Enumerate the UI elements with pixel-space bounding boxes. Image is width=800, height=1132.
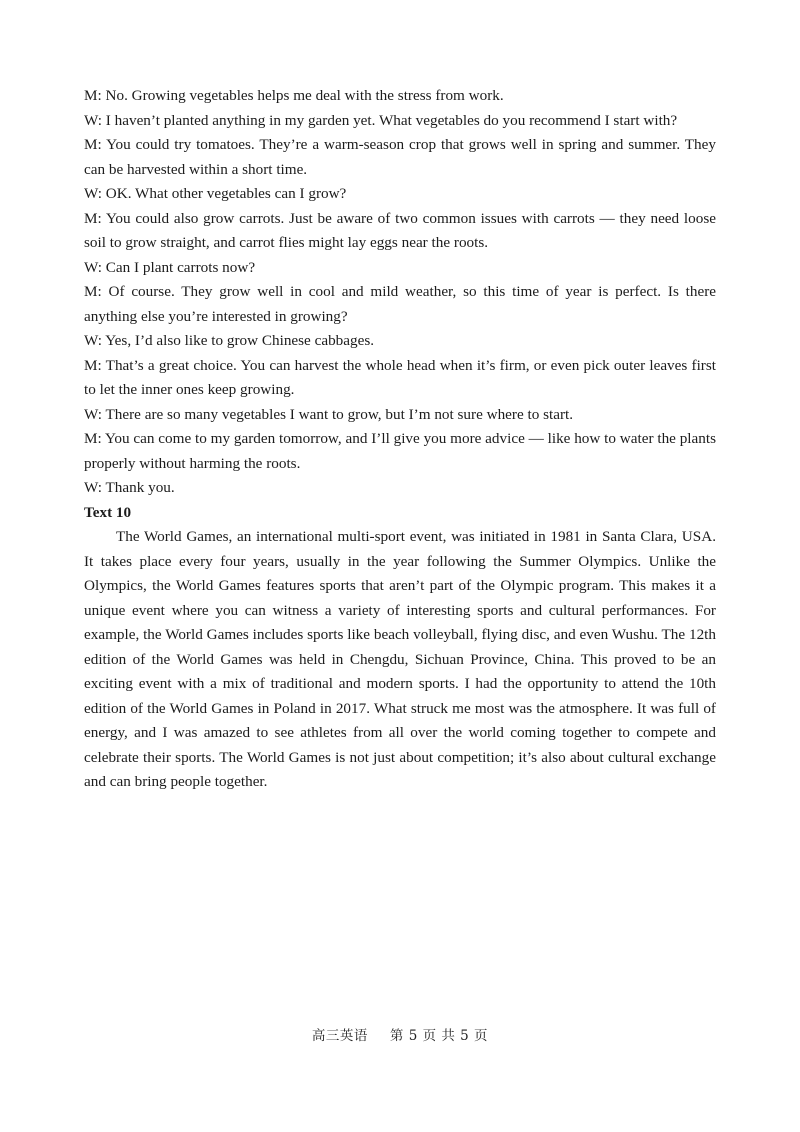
text10-heading: Text 10 xyxy=(84,503,132,521)
dialogue-line-7: M: Of course. They grow well in cool and mild weather, so this time of year is perfect. Is there anything else you’re interested in growing? xyxy=(84,283,716,325)
dialogue-line-11: M: You can come to my garden tomorrow, and I’ll give you more advice — like how to water the plants properly without harming the roots. xyxy=(84,430,716,472)
dialogue-line-6: W: Can I plant carrots now? xyxy=(84,258,256,276)
dialogue-line-5: M: You could also grow carrots. Just be aware of two common issues with carrots — they need loose soil to grow straight, and carrot flies might lay eggs near the roots. xyxy=(84,209,716,251)
page-footer xyxy=(0,1024,800,1044)
dialogue-line-12: W: Thank you. xyxy=(84,479,175,496)
dialogue-line-4: W: OK. What other vegetables can I grow? xyxy=(84,185,347,202)
text10-paragraph: The World Games, an international multi-sport event, was initiated in 1981 in Santa Clara, USA. It takes place every four years, usually in the year following the Summer Olympics. Unlike the Olympics, the World Games features sports that aren’t part of the Olympic program. This makes it a unique event where you can witness a variety of interesting sports and cultural performances. For example, the World Games includes sports like beach volleyball, flying disc, and even Wushu. The 12th edition of the World Games was held in Chengdu, Sichuan Province, China. This proved to be an exciting event with a mix of traditional and modern sports. I had the opportunity to attend the 10th edition of the World Games in Poland in 2017. What struck me most was the atmosphere. It was full of energy, and I was amazed to see athletes from all over the world coming together to compete and celebrate their sports. The World Games is not just about competition; it’s also about cultural exchange and can bring people together. xyxy=(84,528,716,790)
footer-page-number: 第 5 页 共 5 页 xyxy=(389,1028,489,1044)
dialogue-line-3: M: You could try tomatoes. They’re a warm-season crop that grows well in spring and summer. They can be harvested within a short time. xyxy=(84,136,716,178)
dialogue-line-2: W: I haven’t planted anything in my garden yet. What vegetables do you recommend I start with? xyxy=(84,111,678,129)
dialogue-line-8: W: Yes, I’d also like to grow Chinese cabbages. xyxy=(84,332,375,349)
document-body xyxy=(84,84,716,795)
footer-subject: 高三英语 xyxy=(311,1028,368,1044)
dialogue-line-9: M: That’s a great choice. You can harvest the whole head when it’s firm, or even pick outer leaves first to let the inner ones keep growing. xyxy=(84,356,716,398)
dialogue-line-1: M: No. Growing vegetables helps me deal with the stress from work. xyxy=(84,87,504,104)
dialogue-line-10: W: There are so many vegetables I want to grow, but I’m not sure where to start. xyxy=(84,405,574,423)
